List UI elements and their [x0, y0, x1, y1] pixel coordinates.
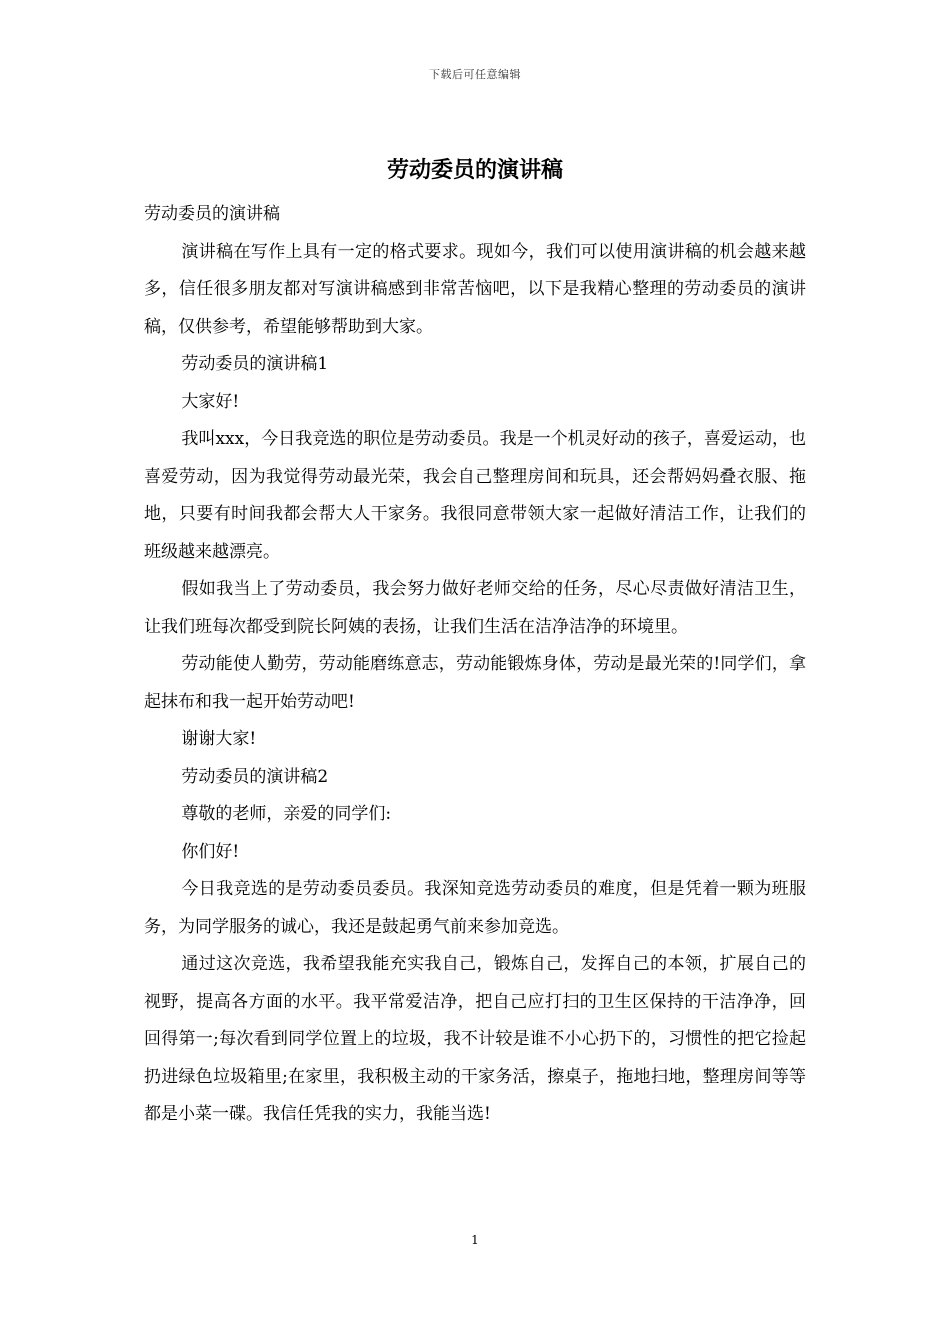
body-paragraph: 演讲稿在写作上具有一定的格式要求。现如今，我们可以使用演讲稿的机会越来越多，信任很多朋友都对写演讲稿感到非常苦恼吧，以下是我精心整理的劳动委员的演讲稿，仅供参考，希望能够帮助到大家。 [144, 241, 806, 337]
body-paragraph: 通过这次竞选，我希望我能充实我自己，锻炼自己，发挥自己的本领，扩展自己的视野，提高各方面的水平。我平常爱洁净，把自己应打扫的卫生区保持的干洁净净，回回得第一;每次看到同学位置上的垃圾，我不计较是谁不小心扔下的，习惯性的把它捡起扔进绿色垃圾箱里;在家里，我积极主动的干家务活，擦桌子，拖地扫地，整理房间等等都是小菜一碟。我信任凭我的实力，我能当选! [144, 954, 806, 1124]
subtitle-paragraph: 劳动委员的演讲稿 [144, 204, 280, 224]
body-paragraph: 谢谢大家! [181, 729, 257, 749]
body-paragraph: 劳动能使人勤劳，劳动能磨练意志，劳动能锻炼身体，劳动是最光荣的!同学们，拿起抹布和我一起开始劳动吧! [144, 654, 806, 712]
body-paragraph: 尊敬的老师，亲爱的同学们: [181, 804, 392, 824]
body-paragraph: 我叫xxx，今日我竞选的职位是劳动委员。我是一个机灵好动的孩子，喜爱运动，也喜爱劳动，因为我觉得劳动最光荣，我会自己整理房间和玩具，还会帮妈妈叠衣服、拖地，只要有时间我都会帮大人干家务。我很同意带领大家一起做好清洁工作，让我们的班级越来越漂亮。 [144, 429, 806, 562]
body-paragraph: 劳动委员的演讲稿2 [181, 766, 329, 787]
body-paragraph: 劳动委员的演讲稿1 [181, 354, 329, 374]
document-title: 劳动委员的演讲稿 [386, 157, 563, 183]
body-paragraph: 今日我竞选的是劳动委员委员。我深知竞选劳动委员的难度，但是凭着一颗为班服务，为同学服务的诚心，我还是鼓起勇气前来参加竞选。 [144, 879, 806, 937]
body-paragraph: 你们好! [181, 841, 240, 862]
body-paragraph: 大家好! [181, 391, 240, 412]
body-paragraph: 假如我当上了劳动委员，我会努力做好老师交给的任务，尽心尽责做好清洁卫生，让我们班每次都受到院长阿姨的表扬，让我们生活在洁净洁净的环境里。 [144, 579, 806, 637]
page-number: 1 [471, 1233, 479, 1247]
header-note: 下载后可任意编辑 [429, 68, 521, 81]
document-body [144, 196, 806, 1134]
